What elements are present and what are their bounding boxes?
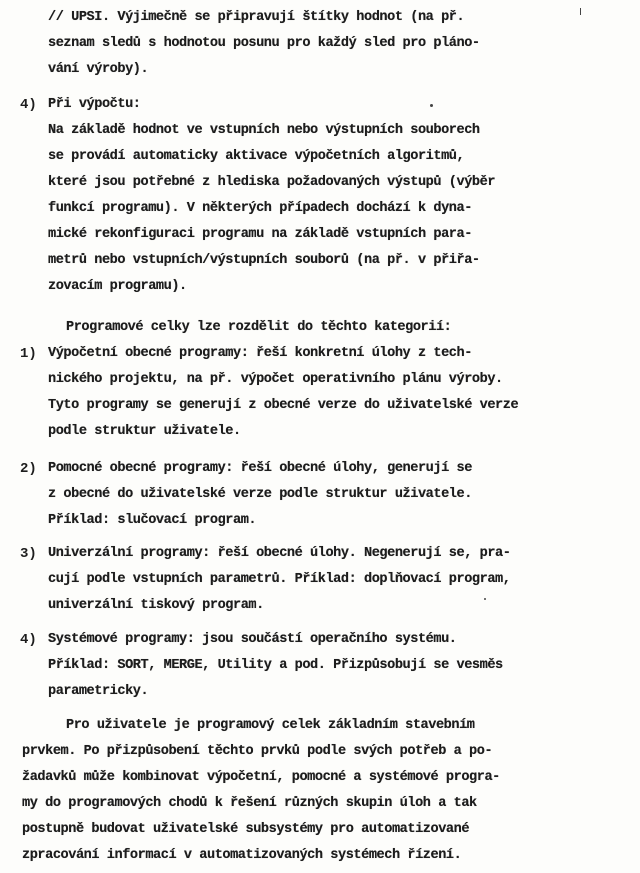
- categories-heading: Programové celky lze rozdělit do těchto kategorií:: [66, 320, 452, 335]
- point-4-line: se provádí automaticky aktivace výpočetních algoritmů,: [48, 149, 465, 164]
- point-4-line: mické rekonfiguraci programu na základě vstupních para-: [48, 227, 472, 242]
- point-4-line: které jsou potřebné z hlediska požadovaných výstupů (výběr: [48, 175, 496, 190]
- category-line: parametricky.: [48, 684, 149, 699]
- closing-line: zpracování informací v automatizovaných systémech řízení.: [22, 848, 462, 863]
- category-line: Systémové programy: jsou součástí operačního systému.: [48, 632, 457, 647]
- category-line: nického projektu, na př. výpočet operativního plánu výroby.: [48, 372, 503, 387]
- intro-line: // UPSI. Výjimečně se připravují štítky hodnot (na př.: [48, 10, 465, 25]
- category-line: Příklad: SORT, MERGE, Utility a pod. Přizpůsobují se vesměs: [48, 658, 503, 673]
- category-number: 4): [20, 632, 37, 648]
- closing-line: postupně budovat uživatelské subsystémy pro automatizované: [22, 822, 470, 837]
- closing-line: žadavků může kombinovat výpočetní, pomocné a systémové progra-: [22, 770, 500, 785]
- point-4-line: metrů nebo vstupních/výstupních souborů (na př. v přiřa-: [48, 253, 480, 268]
- category-line: Výpočetní obecné programy: řeší konkretní úlohy z tech-: [48, 346, 472, 361]
- point-4-line: Na základě hodnot ve vstupních nebo výstupních souborech: [48, 123, 480, 138]
- closing-line: prvkem. Po přizpůsobení těchto prvků podle svých potřeb a po-: [22, 744, 493, 759]
- point-4-line: funkcí programu). V některých případech dochází k dyna-: [48, 201, 472, 216]
- category-line: podle struktur uživatele.: [48, 424, 241, 439]
- intro-line: vání výroby).: [48, 62, 149, 77]
- intro-line: seznam sledů s hodnotou posunu pro každý sled pro pláno-: [48, 36, 480, 51]
- category-line: cují podle vstupních parametrů. Příklad: doplňovací program,: [48, 572, 511, 587]
- point-4-line: zovacím programu).: [48, 279, 187, 294]
- category-line: Tyto programy se generují z obecné verze do uživatelské verze: [48, 398, 519, 413]
- category-line: Pomocné obecné programy: řeší obecné úlohy, generují se: [48, 461, 472, 476]
- category-number: 3): [20, 546, 37, 562]
- closing-line: my do programových chodů k řešení různých skupin úloh a tak: [22, 796, 477, 811]
- category-line: Univerzální programy: řeší obecné úlohy. Negenerují se, pra-: [48, 546, 511, 561]
- point-4-title: Při výpočtu:: [48, 97, 141, 112]
- category-line: univerzální tiskový program.: [48, 598, 264, 613]
- category-line: z obecné do uživatelské verze podle struktur uživatele.: [48, 487, 472, 502]
- category-number: 1): [20, 346, 37, 362]
- scan-speck: [580, 8, 581, 15]
- category-line: Příklad: slučovací program.: [48, 513, 257, 528]
- scan-speck: [484, 598, 486, 600]
- scan-speck: [430, 104, 433, 107]
- point-number: 4): [20, 97, 37, 113]
- closing-line: Pro uživatele je programový celek základním stavebním: [66, 718, 475, 733]
- category-number: 2): [20, 461, 37, 477]
